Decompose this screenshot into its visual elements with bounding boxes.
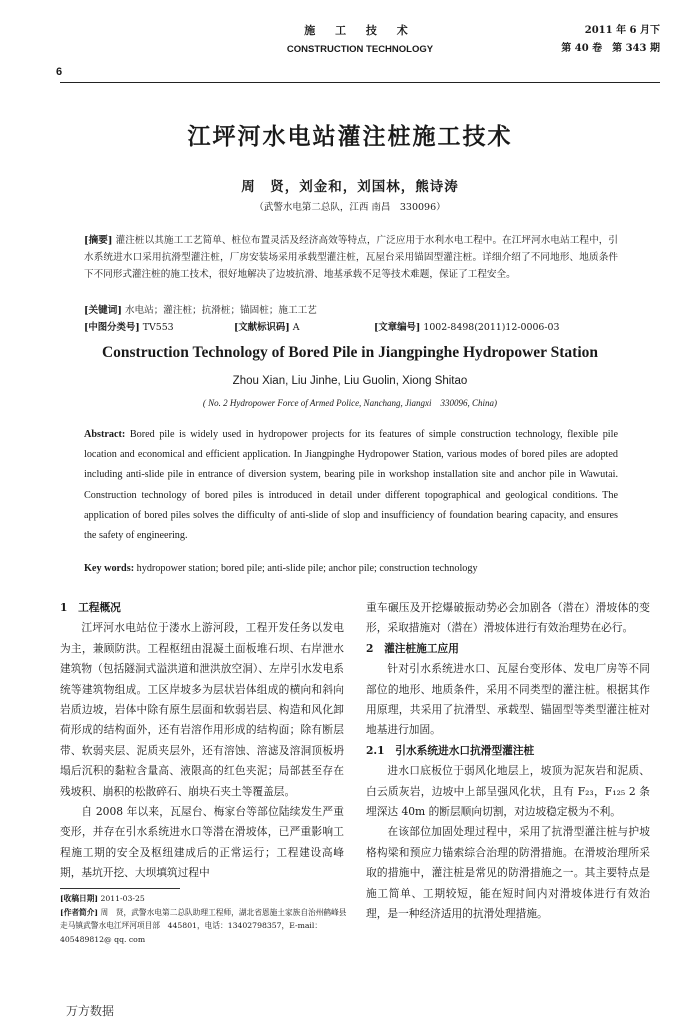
keywords-en-text: hydropower station; bored pile; anti-slide pile; anchor pile; construction technology xyxy=(134,563,478,574)
section-1-paragraph-2: 自 2008 年以来，瓦屋台、梅家台等部位陆续发生严重变形，并存在引水系统进水口等潜在滑坡体，已严重影响工程施工期的安全及枢纽建成后的正常运行；工程建设高峰期，基坑开挖、大坝填筑过程中 xyxy=(60,805,344,880)
abstract-en xyxy=(84,425,618,546)
journal-name-cn: 施 工 技 术 xyxy=(304,24,416,37)
body-column-left xyxy=(60,598,344,880)
page-number: 6 xyxy=(56,66,63,78)
section-1-paragraph-1: 江坪河水电站位于溇水上游河段，工程开发任务以发电为主，兼顾防洪。工程枢纽由混凝土面板堆石坝、右岸泄水建筑物（包括隧洞式溢洪道和泄洪放空洞）、左岸引水发电系统等建筑物组成。工区岸坡多为层状岩体组成的横向和斜向岩质边坡，岩体中除有原生层面和软弱岩层、构造和风化卸荷形成的结构面外，还有岩溶作用形成的结构面；除有断层带、软弱夹层、泥质夹层外，还有溶蚀、溶滤及溶洞顶板坍塌后沉积的黏粒含量高、液限高的红色夹泥；局部甚至存在残坡积、崩积的松散碎石、崩块石夹土等覆盖层。 xyxy=(60,621,344,798)
issue-info xyxy=(561,22,660,58)
abstract-cn-text: 灌注桩以其施工工艺简单、桩位布置灵活及经济高效等特点，广泛应用于水利水电工程中。在江坪河水电站工程中，引水系统进水口采用抗滑型灌注桩，厂房安装场采用承载型灌注桩，瓦屋台采用锚固型灌注桩。详细介绍了不同地形、地质条件下不同形式灌注桩的施工技术，很好地解决了边坡抗滑、地基承载不足等技术难题，保证了工程安全。 xyxy=(84,235,618,280)
abstract-en-label: Abstract: xyxy=(84,429,126,440)
section-2-heading: 2 灌注桩施工应用 xyxy=(366,641,459,655)
abstract-cn-label: [摘要] xyxy=(84,235,113,246)
issue-date: 2011 年 6 月下 xyxy=(584,25,660,36)
continued-paragraph: 重车碾压及开挖爆破振动势必会加剧各（潜在）滑坡体的变形，采取措施对（潜在）滑坡体进行有效治理势在必行。 xyxy=(366,601,650,635)
volume-issue: 第 40 卷 第 343 期 xyxy=(561,43,660,54)
clc-label: [中图分类号] xyxy=(84,322,140,333)
section-2-1-heading: 2.1 引水系统进水口抗滑型灌注桩 xyxy=(366,743,535,757)
section-2-1-paragraph-2: 在该部位加固处理过程中，采用了抗滑型灌注桩与护坡格构梁和预应力锚索综合治理的防滑措施。在滑坡治理所采取的措施中，灌注桩是常见的防滑措施之一。其主要特点是施工简单、工期较短，能在短时间内对滑坡体进行有效治理，是一种经济适用的抗滑处理措施。 xyxy=(366,825,650,921)
affiliation-en: ( No. 2 Hydropower Force of Armed Police, Nanchang, Jiangxi 330096, China) xyxy=(202,398,498,408)
authors-cn: 周 贤，刘金和，刘国林，熊诗涛 xyxy=(241,179,459,195)
doc-code-value: A xyxy=(292,322,300,333)
doc-code-label: [文献标识码] xyxy=(234,322,290,333)
header-rule xyxy=(60,82,660,83)
article-no-field xyxy=(374,319,559,336)
footnote-rule xyxy=(60,888,180,889)
article-no-label: [文章编号] xyxy=(374,322,421,333)
running-header xyxy=(56,22,660,84)
received-value: 2011-03-25 xyxy=(100,894,145,903)
affiliation-cn: （武警水电第二总队，江西 南昌 330096） xyxy=(254,202,446,213)
author-bio-text: 周 贤，武警水电第二总队助理工程师，湖北省恩施土家族自治州鹤峰县走马镇武警水电江坪河项目部 445801，电话：13402798357，E-mail：405489812@ qq. com xyxy=(60,907,347,944)
authors-en: Zhou Xian, Liu Jinhe, Liu Guolin, Xiong Shitao xyxy=(232,375,468,387)
keywords-cn-label: [关键词] xyxy=(84,305,122,316)
section-1-heading: 1 工程概况 xyxy=(60,601,121,614)
abstract-cn xyxy=(84,232,618,283)
body-column-right xyxy=(366,598,650,925)
keywords-en-label: Key words: xyxy=(84,563,135,574)
paper-title-en: Construction Technology of Bored Pile in Jiangpinghe Hydropower Station xyxy=(101,344,599,361)
doc-code-field xyxy=(234,319,300,336)
received-date xyxy=(60,892,350,906)
clc-field xyxy=(84,319,174,336)
journal-name-en: CONSTRUCTION TECHNOLOGY xyxy=(286,44,434,55)
section-2-1-paragraph-1: 进水口底板位于弱风化地层上，坡顶为泥灰岩和泥质、白云质灰岩，边坡中上部呈强风化状，且有 F₂₃，F₁₂₅ 2 条埋深达 40m 的断层顺向切割，对边坡稳定极为不利。 xyxy=(366,764,650,819)
author-bio-label: [作者简介] xyxy=(60,907,99,917)
keywords-en xyxy=(84,561,618,577)
clc-value: TV553 xyxy=(142,322,174,333)
article-no-value: 1002-8498(2011)12-0006-03 xyxy=(423,322,560,333)
keywords-cn-text: 水电站；灌注桩；抗滑桩；锚固桩；施工工艺 xyxy=(124,305,317,316)
footnote xyxy=(60,892,350,946)
section-2-paragraph-1: 针对引水系统进水口、瓦屋台变形体、发电厂房等不同部位的地形、地质条件，采用不同类型的灌注桩。根据其作用原理，共采用了抗滑型、承载型、锚固型等类型灌注桩对地基进行加固。 xyxy=(366,662,650,737)
received-label: [收稿日期] xyxy=(60,894,99,903)
paper-title-cn: 江坪河水电站灌注桩施工技术 xyxy=(187,123,513,150)
abstract-en-text: Bored pile is widely used in hydropower projects for its features of simple construction technology, flexible pile location and economical and efficient application. In Jiangpinghe Hydropower Station, various modes of bored piles are adopted including anti-slide pile in entrance of diversion system, bearing pile in workshop installation site and anchor pile in Wawutai. Construction technology of bored piles is introduced in detail under different topographical and geological conditions. The application of bored piles solves the difficulty of anti-slide of slop and insufficiency of foundation bearing capacity, and ensures the safety of engineering. xyxy=(84,429,618,542)
watermark: 万方数据 xyxy=(66,1004,115,1018)
keywords-cn xyxy=(84,302,618,319)
author-bio xyxy=(60,906,350,947)
